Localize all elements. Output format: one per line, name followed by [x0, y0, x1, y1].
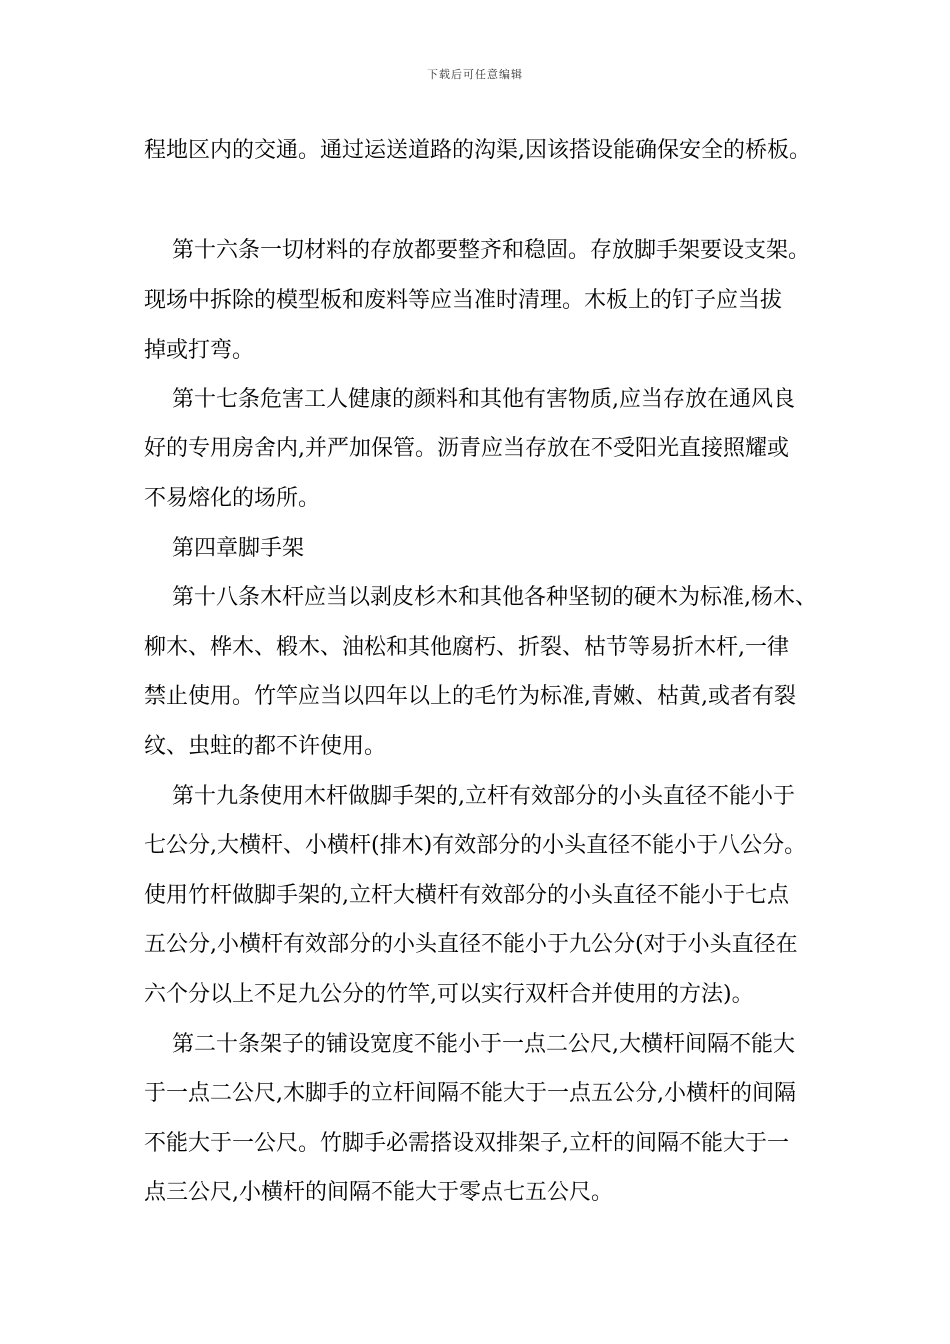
text-line: 使用竹杆做脚手架的,立杆大横杆有效部分的小头直径不能小于七点 [144, 883, 789, 908]
text-line: 第十八条木杆应当以剥皮杉木和其他各种坚韧的硬木为标准,杨木、 [172, 585, 817, 610]
text-line: 不能大于一公尺。竹脚手必需搭设双排架子,立杆的间隔不能大于一 [144, 1131, 789, 1156]
chapter-heading: 第四章脚手架 [172, 536, 305, 561]
text-line: 不易熔化的场所。 [144, 486, 321, 511]
text-line: 点三公尺,小横杆的间隔不能大于零点七五公尺。 [144, 1180, 613, 1205]
text-line: 六个分以上不足九公分的竹竿,可以实行双杆合并使用的方法)。 [144, 982, 754, 1007]
text-line: 好的专用房舍内,并严加保管。沥青应当存放在不受阳光直接照耀或 [144, 436, 789, 461]
text-line: 第十六条一切材料的存放都要整齐和稳固。存放脚手架要设支架。 [172, 238, 811, 263]
text-line: 掉或打弯。 [144, 338, 255, 363]
text-line: 程地区内的交通。通过运送道路的沟渠,因该搭设能确保安全的桥板。 [144, 138, 811, 163]
text-line: 柳木、桦木、椴木、油松和其他腐朽、折裂、枯节等易折木杆,一律 [144, 635, 789, 660]
text-line: 纹、虫蛀的都不许使用。 [144, 734, 387, 759]
page-header: 下载后可任意编辑 [427, 68, 523, 81]
text-line: 禁止使用。竹竿应当以四年以上的毛竹为标准,青嫩、枯黄,或者有裂 [144, 684, 796, 709]
text-line: 第二十条架子的铺设宽度不能小于一点二公尺,大横杆间隔不能大 [172, 1032, 795, 1057]
text-line: 第十九条使用木杆做脚手架的,立杆有效部分的小头直径不能小于 [172, 784, 795, 809]
text-line: 五公分,小横杆有效部分的小头直径不能小于九公分(对于小头直径在 [144, 932, 798, 957]
text-line: 第十七条危害工人健康的颜料和其他有害物质,应当存放在通风良 [172, 387, 795, 412]
text-line: 于一点二公尺,木脚手的立杆间隔不能大于一点五公分,小横杆的间隔 [144, 1081, 796, 1106]
text-line: 七公分,大横杆、小横杆(排木)有效部分的小头直径不能小于八公分。 [144, 833, 807, 858]
text-line: 现场中拆除的模型板和废料等应当准时清理。木板上的钉子应当拔 [144, 288, 783, 313]
